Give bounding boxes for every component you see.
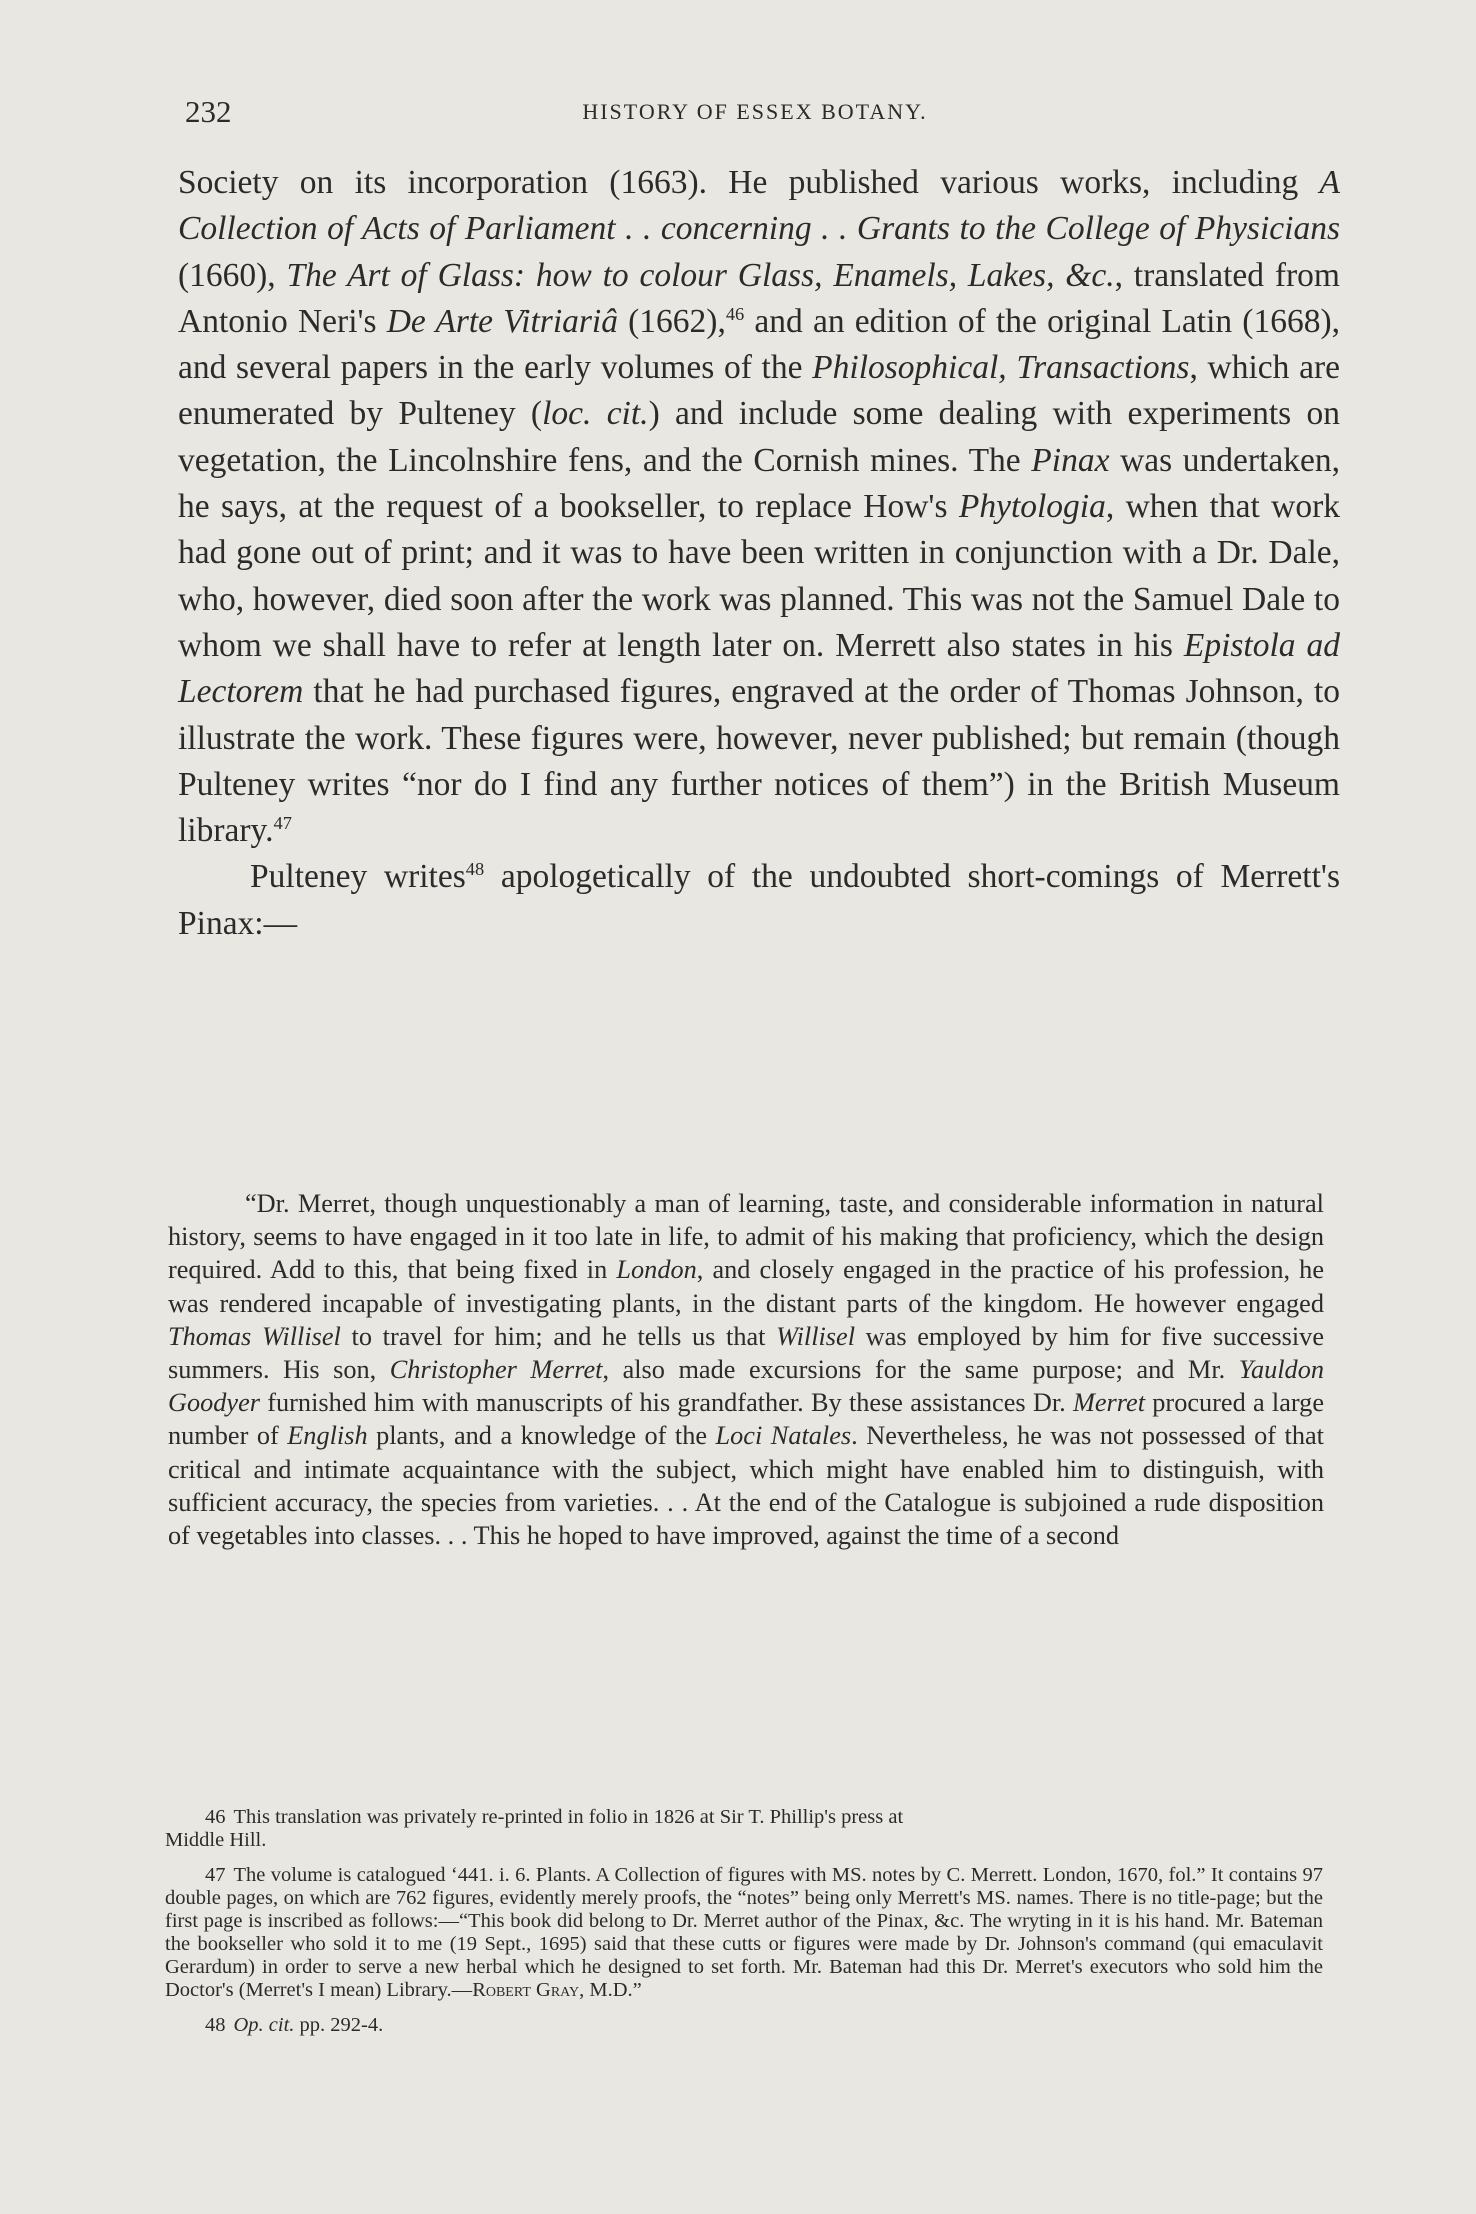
paragraph: Pulteney writes$^{48}$ apologetically of the undoubted short-comings of Merrett's Pinax:—: [178, 858, 1340, 942]
main-text: [178, 160, 1340, 947]
block-quote: “Dr. Merret, though unquestionably a man of learning, taste, and considerable information in natural history, seems to have engaged in it too late in life, to admit of his making that proficiency, which the design required. Add to this, that being fixed in London, and closely engaged in the practice of his profession, he was rendered incapable of investigating plants, in the distant parts of the kingdom. He however engaged Thomas Willisel to travel for him; and he tells us that Willisel was employed by him for five successive summers. His son, Christopher Merret, also made excursions for the same purpose; and Mr. Yauldon Goodyer furnished him with manuscripts of his grandfather. By these assistances Dr. Merret procured a large number of English plants, and a knowledge of the Loci Natales. Nevertheless, he was not possessed of that critical and intimate acquaintance with the subject, which might have enabled him to distinguish, with sufficient accuracy, the species from varieties. . . At the end of the Catalogue is subjoined a rude disposition of vegetables into classes. . . This he hoped to have improved, against the time of a second: [168, 1189, 1324, 1551]
page-number: 232: [185, 94, 232, 129]
footnotes: [165, 1806, 1323, 2049]
running-head: HISTORY OF ESSEX BOTANY.: [582, 99, 928, 124]
footnote-ref: 46: [725, 303, 745, 324]
footnote-ref: 47: [273, 813, 292, 833]
footnote-47: 47 The volume is catalogued ‘441. i. 6. Plants. A Collection of figures with MS. notes by C. Merrett. London, 1670, fol.” It contains 97 double pages, on which are 762 figures, evidently merely proofs, the “notes” being only Merrett's MS. names. There is no title-page; but the first page is inscribed as follows:—“This book did belong to Dr. Merret author of the Pinax, &c. The wryting in it is his hand. Mr. Bateman the bookseller who sold it to me (19 Sept., 1695) said that these cutts or figures were made by Dr. Johnson's command (qui emaculavit Gerardum) in order to serve a new herbal which he designed to set forth. Mr. Bateman had this Dr. Merret's executors who sold him the Doctor's (Merret's I mean) Library.—Robert Gray, M.D.”: [165, 1864, 1323, 2001]
footnote-ref: 48: [465, 859, 485, 880]
footnote-48: 48 Op. cit. pp. 292-4.: [205, 2014, 384, 2036]
footnote-46: 46 This translation was privately re-printed in folio in 1826 at Sir T. Phillip's press at Middle Hill.: [165, 1806, 904, 1851]
paragraph: Society on its incorporation (1663). He published various works, including A Collection of Acts of Parliament . . concerning . . Grants to the College of Physicians (1660), The Art of Glass: how to colour Glass, Enamels, Lakes, &c., translated from Antonio Neri's De Arte Vitriariâ (1662),$^{46}$ and an edition of the original Latin (1668), and several papers in the early volumes of the Philosophical, Transactions, which are enumerated by Pulteney (loc. cit.) and include some dealing with experiments on vegetation, the Lincolnshire fens, and the Cornish mines. The Pinax was undertaken, he says, at the request of a bookseller, to replace How's Phytologia, when that work had gone out of print; and it was to have been written in conjunction with a Dr. Dale, who, however, died soon after the work was planned. This was not the Samuel Dale to whom we shall have to refer at length later on. Merrett also states in his Epistola ad Lectorem that he had purchased figures, engraved at the order of Thomas Johnson, to illustrate the work. These figures were, however, never published; but remain (though Pulteney writes “nor do I find any further notices of them”) in the British Museum library.$^{47}$: [178, 164, 1340, 850]
